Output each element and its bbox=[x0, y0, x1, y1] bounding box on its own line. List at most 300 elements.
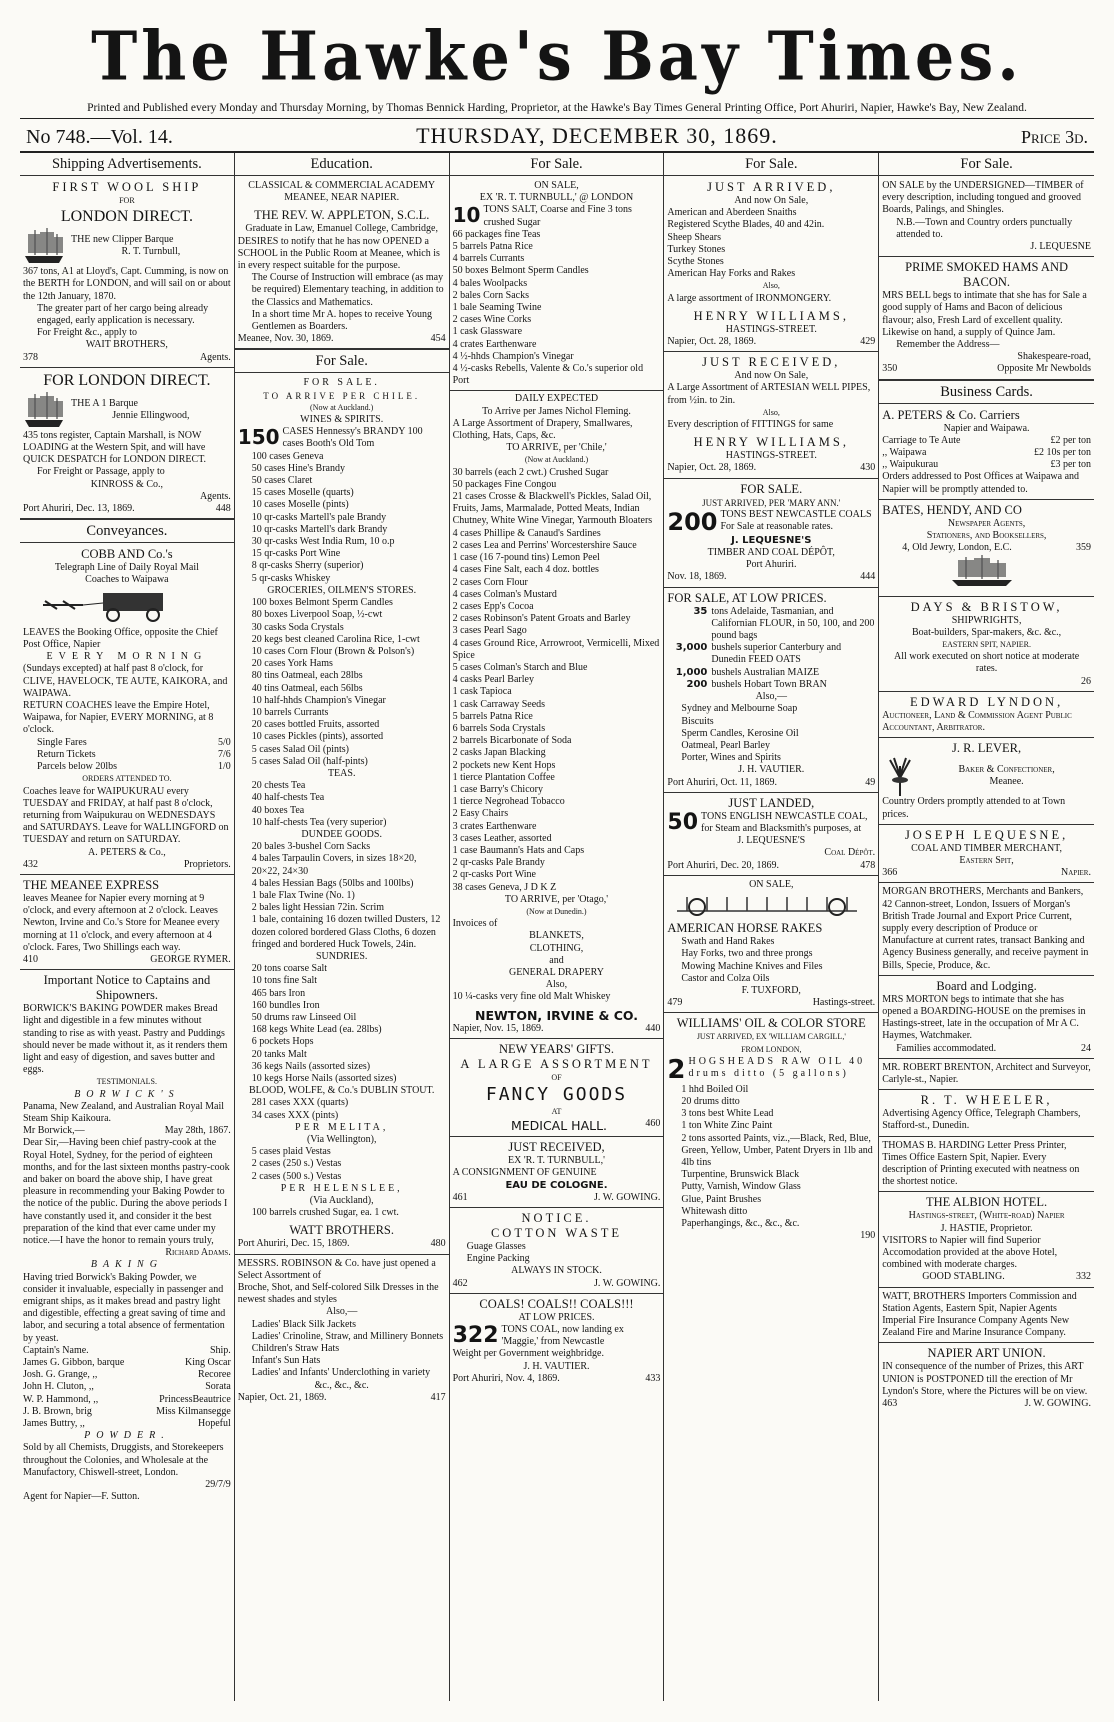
ad-highlight: FANCY GOODS bbox=[485, 1084, 628, 1106]
ad-body: Panama, New Zealand, and Australian Royal Mail Steam Ship Kaikoura. bbox=[23, 1100, 225, 1124]
ad-horse-rakes bbox=[664, 879, 878, 1014]
description: bushels Australian MAIZE bbox=[711, 666, 820, 678]
table-cell: J. B. Brown, brig bbox=[23, 1405, 92, 1417]
lead-number: 50 bbox=[667, 809, 699, 835]
ad-eau-de-cologne bbox=[450, 1140, 664, 1208]
ad-number: 366 bbox=[882, 867, 898, 879]
wines-list bbox=[238, 451, 446, 585]
ad-watt-agents bbox=[879, 1291, 1094, 1344]
stock-list bbox=[453, 1241, 661, 1265]
ad-signature: Agents. bbox=[199, 490, 231, 502]
ad-title: THE REV. W. APPLETON, S.C.L. bbox=[254, 208, 430, 223]
ad-subtitle: TESTIMONIALS. bbox=[96, 1077, 157, 1087]
list-item: 1 bale Flax Twine (No. 1) bbox=[251, 889, 355, 901]
ad-title: ON SALE, bbox=[534, 180, 579, 191]
ad-signature: J. W. GOWING. bbox=[594, 1191, 661, 1203]
ad-signature: HASTINGS-STREET. bbox=[725, 450, 817, 462]
section-heading: Conveyances. bbox=[20, 519, 234, 543]
ad-title: FIRST WOOL SHIP bbox=[52, 180, 202, 194]
ad-title: JOSEPH LEQUESNE, bbox=[904, 827, 1069, 842]
list-item: Castor and Colza Oils bbox=[681, 972, 770, 984]
paints-list bbox=[667, 1084, 875, 1230]
list-item: 10 half-hhds Champion's Vinegar bbox=[251, 694, 386, 706]
description: bushels Hobart Town BRAN bbox=[711, 678, 827, 690]
description: tons Adelaide, Tasmanian, and Californian FLOUR, in 50, 100, and 200 pound bags bbox=[711, 605, 875, 642]
ad-subtitle: And now On Sale, bbox=[734, 370, 809, 382]
ad-body: THE new Clipper Barque bbox=[71, 234, 174, 245]
melita-list bbox=[238, 1146, 446, 1183]
column-1 bbox=[20, 153, 235, 1701]
ad-body: A large assortment of IRONMONGERY. bbox=[667, 292, 832, 304]
list-item: 465 bars Iron bbox=[251, 987, 306, 999]
list-item: Hay Forks, two and three prongs bbox=[681, 948, 813, 960]
list-item: 281 cases XXX (quarts) bbox=[251, 1097, 349, 1109]
column-4 bbox=[664, 153, 879, 1701]
ad-signature: J. H. VAUTIER. bbox=[738, 764, 805, 776]
ship-icon bbox=[882, 554, 1082, 588]
description: bushels superior Canterbury and Dunedin FEED OATS bbox=[711, 642, 842, 666]
list-item: 1 bale, containing 16 dozen twilled Dusters, 12 dozen colored bordered Glass Cloths, 6 dozen fringed and bordered Huck Towels, 24in. bbox=[251, 914, 441, 950]
table-cell: £2 10s per ton bbox=[1034, 447, 1091, 459]
ad-subtitle: Newspaper Agents, bbox=[947, 517, 1026, 529]
stout-list bbox=[238, 1097, 446, 1121]
list-item: 2 Easy Chairs bbox=[452, 808, 509, 820]
table-cell: PrincessBeautrice bbox=[159, 1393, 231, 1405]
list-item: Ladies' Crinoline, Straw, and Millinery Bonnets bbox=[251, 1330, 444, 1342]
list-item: 1 hhd Boiled Oil bbox=[681, 1083, 749, 1095]
list-item: 2 pockets new Kent Hops bbox=[452, 759, 556, 771]
list-item: 4 cases Ground Rice, Arrowroot, Vermicelli, Mixed Spice bbox=[452, 637, 660, 661]
list-heading: PER MELITA, bbox=[295, 1121, 389, 1133]
list-item: 3 tons best White Lead bbox=[681, 1108, 774, 1120]
list-subheading: (Now at Dunedin.) bbox=[526, 906, 587, 916]
ad-signature: J. LEQUESNE bbox=[1030, 241, 1091, 253]
list-item: 36 kegs Nails (assorted sizes) bbox=[251, 1060, 371, 1072]
ad-subtitle: J. HASTIE, Proprietor. bbox=[940, 1222, 1033, 1234]
ad-body: Invoices of bbox=[452, 918, 498, 930]
list-item: Engine Packing bbox=[466, 1253, 530, 1265]
letter-salutation: Mr Borwick,— bbox=[23, 1125, 85, 1137]
list-item: Ladies' Black Silk Jackets bbox=[251, 1318, 357, 1330]
ad-body: MRS BELL begs to intimate that she has for Sale a good supply of Hams and Bacon of delicious flavour; also, Fresh Lard of excellent quality. Likewise on hand, a supply of Quince Jam. bbox=[882, 290, 1087, 338]
ad-number: 350 bbox=[882, 363, 898, 375]
ad-number: 448 bbox=[215, 503, 231, 515]
list-item: 10 cases Pickles (pints), assorted bbox=[251, 731, 384, 743]
list-item: 40 half-chests Tea bbox=[251, 792, 325, 804]
ad-albion-hotel bbox=[879, 1195, 1094, 1287]
ad-subtitle: Eastern Spit, bbox=[959, 854, 1014, 866]
table-row bbox=[882, 459, 1091, 471]
captains-list bbox=[23, 1357, 231, 1430]
list-item: 1 cask Tapioca bbox=[452, 686, 512, 698]
ad-body: All work executed on short notice at moderate rates. bbox=[893, 651, 1080, 675]
list-item: 4 barrels Currants bbox=[452, 253, 525, 265]
ad-vautier-flour bbox=[664, 591, 878, 793]
list-item: 10 qr-casks Martell's dark Brandy bbox=[251, 523, 388, 535]
list-heading: PER HELENSLEE, bbox=[280, 1182, 403, 1194]
list-item: Registered Scythe Blades, 40 and 42in. bbox=[667, 219, 825, 231]
ad-body: Also, bbox=[762, 407, 780, 417]
list-item: 10 cases Corn Flour (Brown & Polson's) bbox=[251, 645, 415, 657]
ad-title: PRIME SMOKED HAMS AND BACON. bbox=[905, 260, 1069, 290]
table-row bbox=[23, 1406, 231, 1418]
ad-cotton-waste bbox=[450, 1211, 664, 1294]
ad-body: The greater part of her cargo being already engaged, early application is necessary. bbox=[37, 302, 209, 327]
ad-number: 454 bbox=[430, 333, 446, 345]
ad-body: &c., &c., &c. bbox=[314, 1379, 369, 1391]
ad-borwicks-baking-powder bbox=[23, 973, 231, 1503]
table-row bbox=[23, 1394, 231, 1406]
list-item: 50 cases Hine's Brandy bbox=[251, 462, 345, 474]
columns bbox=[20, 153, 1094, 1701]
ad-body: Also,— bbox=[325, 1306, 358, 1318]
list-item: 20 cases York Hams bbox=[251, 658, 333, 670]
ad-signature: Agent for Napier—F. Sutton. bbox=[23, 1491, 140, 1503]
ad-watt-brothers bbox=[235, 377, 449, 1254]
ad-dateline: Nov. 18, 1869. bbox=[667, 571, 727, 583]
ad-signature: HENRY WILLIAMS, bbox=[693, 308, 849, 323]
ad-title: COALS! COALS!! COALS!!! bbox=[479, 1296, 634, 1311]
list-item: 34 cases XXX (pints) bbox=[251, 1109, 339, 1121]
list-item: 5 cases plaid Vestas bbox=[251, 1146, 331, 1158]
ad-signature: J. W. GOWING. bbox=[594, 1277, 661, 1289]
list-item: Oatmeal, Pearl Barley bbox=[681, 739, 770, 751]
ad-body: A CONSIGNMENT OF GENUINE bbox=[452, 1167, 597, 1179]
table-header: Captain's Name. bbox=[23, 1344, 89, 1356]
ad-signature: A. PETERS & Co., bbox=[88, 846, 166, 858]
ad-title: BATES, HENDY, AND CO bbox=[882, 502, 1022, 517]
ad-subtitle: EX 'R. T. TURNBULL,' @ LONDON bbox=[479, 192, 634, 204]
ad-subtitle: AT LOW PRICES. bbox=[518, 1311, 595, 1323]
masthead bbox=[20, 14, 1094, 102]
list-item: 5 cases Colman's Starch and Blue bbox=[452, 661, 588, 673]
ad-newton-irvine bbox=[450, 390, 664, 1038]
ad-morgan-brothers bbox=[879, 886, 1094, 975]
table-row bbox=[882, 447, 1091, 459]
list-item: 21 cases Crosse & Blackwell's Pickles, Salad Oil, Fruits, Jams, Marmalade, Potted Meats, Indian Chutney, White Wine Vinegar, Yarmouth Bloaters bbox=[452, 491, 653, 527]
table-header: Ship. bbox=[209, 1344, 231, 1356]
ad-body: leaves Meanee for Napier every morning at 9 o'clock, and every afternoon at 2 o'clock. Leaves Newton, Irvine and Co.'s Store for Meanee every morning at 11 o'clock, and every afternoon at 4 o'clock. Fares, Two Shillings each way. bbox=[23, 892, 220, 953]
list-subheading: (Via Auckland), bbox=[309, 1195, 374, 1207]
ad-title: NAPIER ART UNION. bbox=[927, 1346, 1046, 1361]
fare-label: Return Tickets bbox=[37, 748, 96, 760]
column-2 bbox=[235, 153, 450, 1701]
ad-subtitle: To Arrive per James Nichol Fleming. bbox=[482, 405, 631, 417]
list-item: 20 bales 3-bushel Corn Sacks bbox=[251, 841, 371, 853]
ad-body: 435 tons register, Captain Marshall, is NOW LOADING at the Western Spit, and will have QUICK DESPATCH for LONDON DIRECT. bbox=[23, 429, 207, 466]
ad-title: JUST RECEIVED, bbox=[702, 355, 841, 370]
ad-highlight: AMERICAN HORSE RAKES bbox=[667, 921, 823, 936]
table-cell: W. P. Hammond, ,, bbox=[23, 1393, 99, 1405]
section-heading: For Sale. bbox=[450, 153, 664, 176]
issue-number: No 748.—Vol. 14. bbox=[26, 126, 173, 148]
ad-body: EVERY MORNING bbox=[46, 651, 208, 663]
ad-body: AT bbox=[551, 1107, 562, 1117]
list-heading: TEAS. bbox=[327, 767, 356, 779]
ad-signature: KINROSS & Co., bbox=[90, 478, 164, 490]
ad-address: Opposite Mr Newbolds bbox=[997, 363, 1091, 375]
list-heading: BLOOD, WOLFE, & Co.'s DUBLIN STOUT. bbox=[248, 1085, 435, 1097]
ad-signature: Coal Dépôt. bbox=[824, 847, 876, 859]
ad-body: A LARGE ASSORTMENT bbox=[460, 1056, 653, 1071]
list-item: 6 barrels Soda Crystals bbox=[452, 722, 546, 734]
table-cell: Miss Kilmansegge bbox=[156, 1405, 231, 1417]
list-item: 20 kegs best cleaned Carolina Rice, 1-cwt bbox=[251, 633, 420, 645]
ad-subtitle: (Now at Auckland.) bbox=[310, 402, 374, 412]
ad-body: THE A 1 Barque bbox=[71, 397, 138, 409]
lead-number: 200 bbox=[667, 507, 718, 536]
list-item: 1 case Baumann's Hats and Caps bbox=[452, 844, 585, 856]
ad-number: 432 bbox=[23, 858, 38, 870]
table-row bbox=[23, 1369, 231, 1381]
list-item: 40 boxes Tea bbox=[251, 804, 305, 816]
wheat-sheaf-icon bbox=[882, 756, 918, 796]
list-item: Ladies' and Infants' Underclothing in variety bbox=[251, 1367, 431, 1379]
ship-name: Jennie Ellingwood, bbox=[112, 409, 190, 421]
ad-title: DAYS & BRISTOW, bbox=[910, 599, 1063, 614]
ad-number: 430 bbox=[860, 462, 876, 474]
ad-dateline: Napier, Oct. 28, 1869. bbox=[667, 336, 757, 348]
ad-body: TONS SALT, Coarse and Fine 3 tons crushed Sugar bbox=[483, 204, 632, 228]
ad-london-direct bbox=[20, 371, 234, 519]
list-item: 2 bales Corn Sacks bbox=[452, 289, 529, 301]
ad-body: Advertising Agency Office, Telegraph Chambers, Stafford-st., Dunedin. bbox=[882, 1108, 1081, 1132]
list-item: 66 packages fine Teas bbox=[452, 228, 541, 240]
ad-subtitle: Graduate in Law, Emanuel College, Cambridge, bbox=[245, 223, 438, 235]
ad-title: A. PETERS & Co. Carriers bbox=[882, 407, 1020, 422]
list-item: 3 cases Pearl Sago bbox=[452, 625, 527, 637]
ad-lever bbox=[879, 741, 1094, 824]
list-item: 10 barrels Currants bbox=[251, 706, 329, 718]
ad-address: 4, Old Jewry, London, E.C. bbox=[902, 542, 1012, 554]
ad-body: GENERAL DRAPERY bbox=[509, 967, 604, 978]
imprint-line: Printed and Published every Monday and Thursday Morning, by Thomas Bennick Harding, Proprietor, at the Hawke's Bay Times General Printing Office, Port Ahuriri, Napier, Hawke's Bay, New Zealand. bbox=[20, 102, 1094, 119]
table-cell: Josh. G. Grange, ,, bbox=[23, 1369, 98, 1381]
list-item: 15 qr-casks Port Wine bbox=[251, 548, 341, 560]
ad-body: THOMAS B. HARDING Letter Press Printer, Times Office Eastern Spit, Napier. Every description of Printing executed with neatness on the shortest notice. bbox=[882, 1139, 1080, 1188]
section-heading: Education. bbox=[235, 153, 449, 176]
issue-date: THURSDAY, DECEMBER 30, 1869. bbox=[416, 123, 778, 148]
list-item: 4 ½-hhds Champion's Vinegar bbox=[452, 350, 574, 362]
ad-subtitle: Telegraph Line of Daily Royal Mail bbox=[54, 562, 199, 574]
ad-body: Sold by all Chemists, Druggists, and Storekeepers throughout the Colonies, and Wholesale at the Manufactory, Chiswell-street, London. bbox=[23, 1442, 224, 1478]
ad-title: EDWARD LYNDON, bbox=[909, 694, 1064, 709]
list-item: 50 cases Claret bbox=[251, 475, 313, 487]
teas-list bbox=[238, 780, 446, 829]
ad-title: J. R. LEVER, bbox=[952, 741, 1022, 756]
list-item: 80 boxes Liverpool Soap, ½-cwt bbox=[251, 609, 383, 621]
ad-number: 26 bbox=[1080, 675, 1091, 687]
list-item: 6 pockets Hops bbox=[251, 1036, 314, 1048]
list-item: 40 tins Oatmeal, each 56lbs bbox=[251, 682, 363, 694]
letter-date: May 28th, 1867. bbox=[164, 1125, 231, 1137]
ad-body: MESSRS. ROBINSON & Co. have just opened a Select Assortment of bbox=[237, 1257, 436, 1281]
list-item: 10 qr-casks Martell's pale Brandy bbox=[251, 511, 387, 523]
ad-peters-carriers bbox=[879, 408, 1094, 500]
ad-title: JUST LANDED, bbox=[728, 795, 815, 810]
list-item: Swath and Hand Rakes bbox=[681, 936, 775, 948]
issue-price: Price 3d. bbox=[1020, 127, 1088, 147]
ad-dateline: Port Ahuriri, Oct. 11, 1869. bbox=[667, 776, 778, 788]
ad-body: Every description of FITTINGS for same bbox=[667, 419, 834, 431]
ad-body: The Course of Instruction will embrace (as may be required) Elementary teaching, in addition to the Classics and Mathematics. bbox=[251, 272, 444, 308]
ad-title: THE MEANEE EXPRESS bbox=[23, 877, 160, 892]
list-item: 4 cases Colman's Mustard bbox=[452, 588, 557, 600]
table-row bbox=[23, 1381, 231, 1393]
ad-subtitle: FROM LONDON, bbox=[741, 1044, 802, 1054]
ad-body: HOGSHEADS RAW OIL 40 drums ditto (5 gallons) bbox=[688, 1055, 866, 1079]
ad-title: WILLIAMS' OIL & COLOR STORE bbox=[676, 1016, 866, 1031]
ad-dateline: Meanee, Nov. 30, 1869. bbox=[237, 333, 334, 345]
list-item: 50 boxes Belmont Sperm Candles bbox=[452, 265, 589, 277]
quantity: 1,000 bbox=[675, 666, 708, 678]
section-heading: For Sale. bbox=[664, 153, 878, 176]
ad-title: FOR SALE. bbox=[303, 377, 380, 389]
list-heading: SUNDRIES. bbox=[315, 950, 368, 962]
list-item: 3 cases Leather, assorted bbox=[452, 832, 552, 844]
ad-number: 417 bbox=[430, 1391, 446, 1403]
table-cell: Hopeful bbox=[198, 1418, 231, 1430]
list-item: 100 barrels crushed Sugar, ea. 1 cwt. bbox=[251, 1207, 399, 1219]
list-item: Glue, Paint Brushes bbox=[681, 1193, 762, 1205]
ad-joseph-lequesne bbox=[879, 828, 1094, 884]
list-item: 4 crates Earthenware bbox=[452, 338, 537, 350]
list-item: 1 tierce Negrohead Tobacco bbox=[452, 796, 565, 808]
cargo-list bbox=[453, 229, 661, 388]
ad-body: CLOTHING, bbox=[529, 942, 584, 954]
ad-signature: Hastings-street. bbox=[812, 997, 876, 1009]
ad-title: JUST ARRIVED, bbox=[707, 180, 836, 194]
ad-body: and bbox=[549, 954, 564, 966]
produce-table bbox=[667, 606, 875, 691]
ad-title: FOR SALE, AT LOW PRICES. bbox=[667, 590, 827, 605]
ad-body: A Large Assortment of Drapery, Smallwares, Clothing, Hats, Caps, &c. bbox=[452, 417, 633, 442]
goods-list bbox=[667, 207, 875, 280]
list-item: 20 tons coarse Salt bbox=[251, 963, 328, 975]
table-cell: Carriage to Te Aute bbox=[882, 434, 961, 446]
quantity: 35 bbox=[693, 605, 708, 617]
ad-signature: GEORGE RYMER. bbox=[150, 953, 231, 965]
list-item: Scythe Stones bbox=[667, 256, 724, 268]
lead-number: 150 bbox=[237, 425, 280, 450]
ad-body: Auctioneer, Land & Commission Agent Public Accountant, Arbitrator. bbox=[882, 709, 1072, 734]
list-item: 15 cases Moselle (quarts) bbox=[251, 487, 354, 499]
ad-number: 29/7/9 bbox=[205, 1479, 231, 1491]
ad-robinson bbox=[238, 1258, 446, 1404]
list-item: 2 cases Corn Flour bbox=[452, 576, 528, 588]
robinson-list bbox=[238, 1319, 446, 1380]
dundee-list bbox=[238, 841, 446, 951]
ad-number: 463 bbox=[882, 1398, 898, 1410]
ad-subtitle: BORWICK'S bbox=[74, 1088, 180, 1100]
ad-cobb-coaches bbox=[20, 547, 234, 875]
ad-body: RETURN COACHES leave the Empire Hotel, Waipawa, for Napier, EVERY MORNING, at 8 o'clock. bbox=[23, 700, 214, 736]
fare-value: 1/0 bbox=[218, 761, 231, 773]
list-item: 1 bale Seaming Twine bbox=[452, 302, 542, 314]
ad-body: N.B.—Town and Country orders punctually attended to. bbox=[896, 216, 1073, 240]
list-item: 10 kegs Horse Nails (assorted sizes) bbox=[251, 1073, 397, 1085]
ad-new-years-gifts bbox=[450, 1042, 664, 1137]
ad-academy bbox=[235, 180, 449, 349]
ad-subtitle: TO ARRIVE PER CHILE. bbox=[263, 390, 421, 401]
cargo-list bbox=[453, 467, 661, 894]
ad-number: 478 bbox=[860, 859, 876, 871]
table-cell: Recoree bbox=[198, 1369, 231, 1381]
list-item: 4 bales Woolpacks bbox=[452, 277, 528, 289]
ad-body: WATT, BROTHERS Importers Commission and Station Agents, Eastern Spit, Napier Agents Imperial Fire Insurance Company Agents New Zealand Fire and Marine Insurance Company. bbox=[882, 1290, 1077, 1339]
rates-table bbox=[882, 435, 1091, 472]
list-item: Porter, Wines and Spirits bbox=[681, 752, 781, 764]
table-row bbox=[882, 435, 1091, 447]
ship-icon bbox=[23, 390, 67, 430]
ad-signature: WATT BROTHERS. bbox=[289, 1223, 395, 1238]
list-item: Turkey Stones bbox=[667, 243, 726, 255]
ad-number: 462 bbox=[452, 1277, 468, 1289]
section-heading: Shipping Advertisements. bbox=[20, 153, 234, 176]
fare-value: 5/0 bbox=[218, 736, 231, 748]
list-item: 4 ½-casks Rebells, Valente & Co.'s superior old Port bbox=[452, 363, 644, 387]
ad-subtitle: And now On Sale, bbox=[734, 195, 809, 206]
ad-subtitle: POWDER. bbox=[84, 1430, 170, 1442]
ad-body: (Sundays excepted) at half past 8 o'clock, for CLIVE, HAVELOCK, TE AUTE, KAIKORA, and WAIPAWA. bbox=[23, 663, 228, 699]
ad-highlight: EAU DE COLOGNE. bbox=[505, 1179, 608, 1191]
ad-signature: NEWTON, IRVINE & CO. bbox=[475, 1007, 638, 1023]
list-item: Sydney and Melbourne Soap bbox=[681, 703, 798, 715]
ad-title: ON SALE, bbox=[749, 878, 794, 890]
ad-subtitle: Hastings-street, (White-road) Napier bbox=[908, 1210, 1065, 1222]
list-heading: TO ARRIVE, per 'Chile,' bbox=[506, 442, 607, 454]
goods-list bbox=[667, 936, 875, 985]
ad-body: Having tried Borwick's Baking Powder, we consider it invaluable, especially in passenger and emigrant ships, as it makes bread and pastry light and digestible, effecting a great saving of time and labor, and securing a total absence of fermentation by yeast. bbox=[23, 1271, 226, 1344]
ad-number: 480 bbox=[430, 1238, 446, 1250]
lead-number: 2 bbox=[667, 1054, 686, 1085]
list-item: 2 casks Japan Blacking bbox=[452, 747, 546, 759]
list-item: 5 cases Salad Oil (half-pints) bbox=[251, 755, 368, 767]
table-cell: ,, Waipawa bbox=[882, 447, 927, 459]
list-item: 20 tanks Malt bbox=[251, 1048, 307, 1060]
coach-icon bbox=[23, 587, 223, 623]
list-item: 100 cases Geneva bbox=[251, 450, 324, 462]
list-item: 20 cases bottled Fruits, assorted bbox=[251, 719, 380, 731]
ad-signature: HENRY WILLIAMS, bbox=[693, 435, 849, 450]
ad-body: 367 tons, A1 at Lloyd's, Capt. Cumming, is now on the BERTH for LONDON, and will sail on or about the 12th January, 1870. bbox=[23, 266, 231, 302]
ad-coals bbox=[453, 1297, 661, 1385]
ad-body: ORDERS ATTENDED TO. bbox=[82, 774, 172, 784]
list-item: 5 barrels Patna Rice bbox=[452, 241, 533, 253]
table-cell: ,, Waipukurau bbox=[882, 459, 939, 471]
ad-address: Napier. bbox=[1061, 867, 1091, 879]
list-item: 30 casks Soda Crystals bbox=[251, 621, 344, 633]
ad-signature: Port Ahuriri. bbox=[746, 559, 797, 571]
list-item: Putty, Varnish, Window Glass bbox=[681, 1181, 801, 1193]
list-item: Sperm Candles, Kerosine Oil bbox=[681, 727, 799, 739]
lead-number: 322 bbox=[452, 1323, 499, 1349]
ad-body: Also, bbox=[762, 281, 780, 291]
table-cell: James Buttry, ,, bbox=[23, 1418, 85, 1430]
ad-subtitle: SHIPWRIGHTS, bbox=[951, 614, 1022, 626]
list-item: 2 qr-casks Port Wine bbox=[452, 869, 536, 881]
list-item: 1 case (16 7-pound tins) Lemon Peel bbox=[452, 552, 600, 564]
ad-lequesne-timber bbox=[879, 180, 1094, 257]
table-cell: John H. Cluton, ,, bbox=[23, 1381, 94, 1393]
list-item: 38 cases Geneva, J D K Z bbox=[452, 881, 557, 893]
list-item: 160 bundles Iron bbox=[251, 999, 320, 1011]
ad-dateline: Napier, Oct. 28, 1869. bbox=[667, 462, 757, 474]
ad-subtitle: JUST ARRIVED, PER 'MARY ANN.' bbox=[702, 497, 841, 508]
list-item: Sheep Shears bbox=[667, 231, 721, 243]
ad-subtitle: Baker & Confectioner, bbox=[958, 764, 1055, 776]
list-item: 4 cases Phillipe & Canaud's Sardines bbox=[452, 527, 601, 539]
